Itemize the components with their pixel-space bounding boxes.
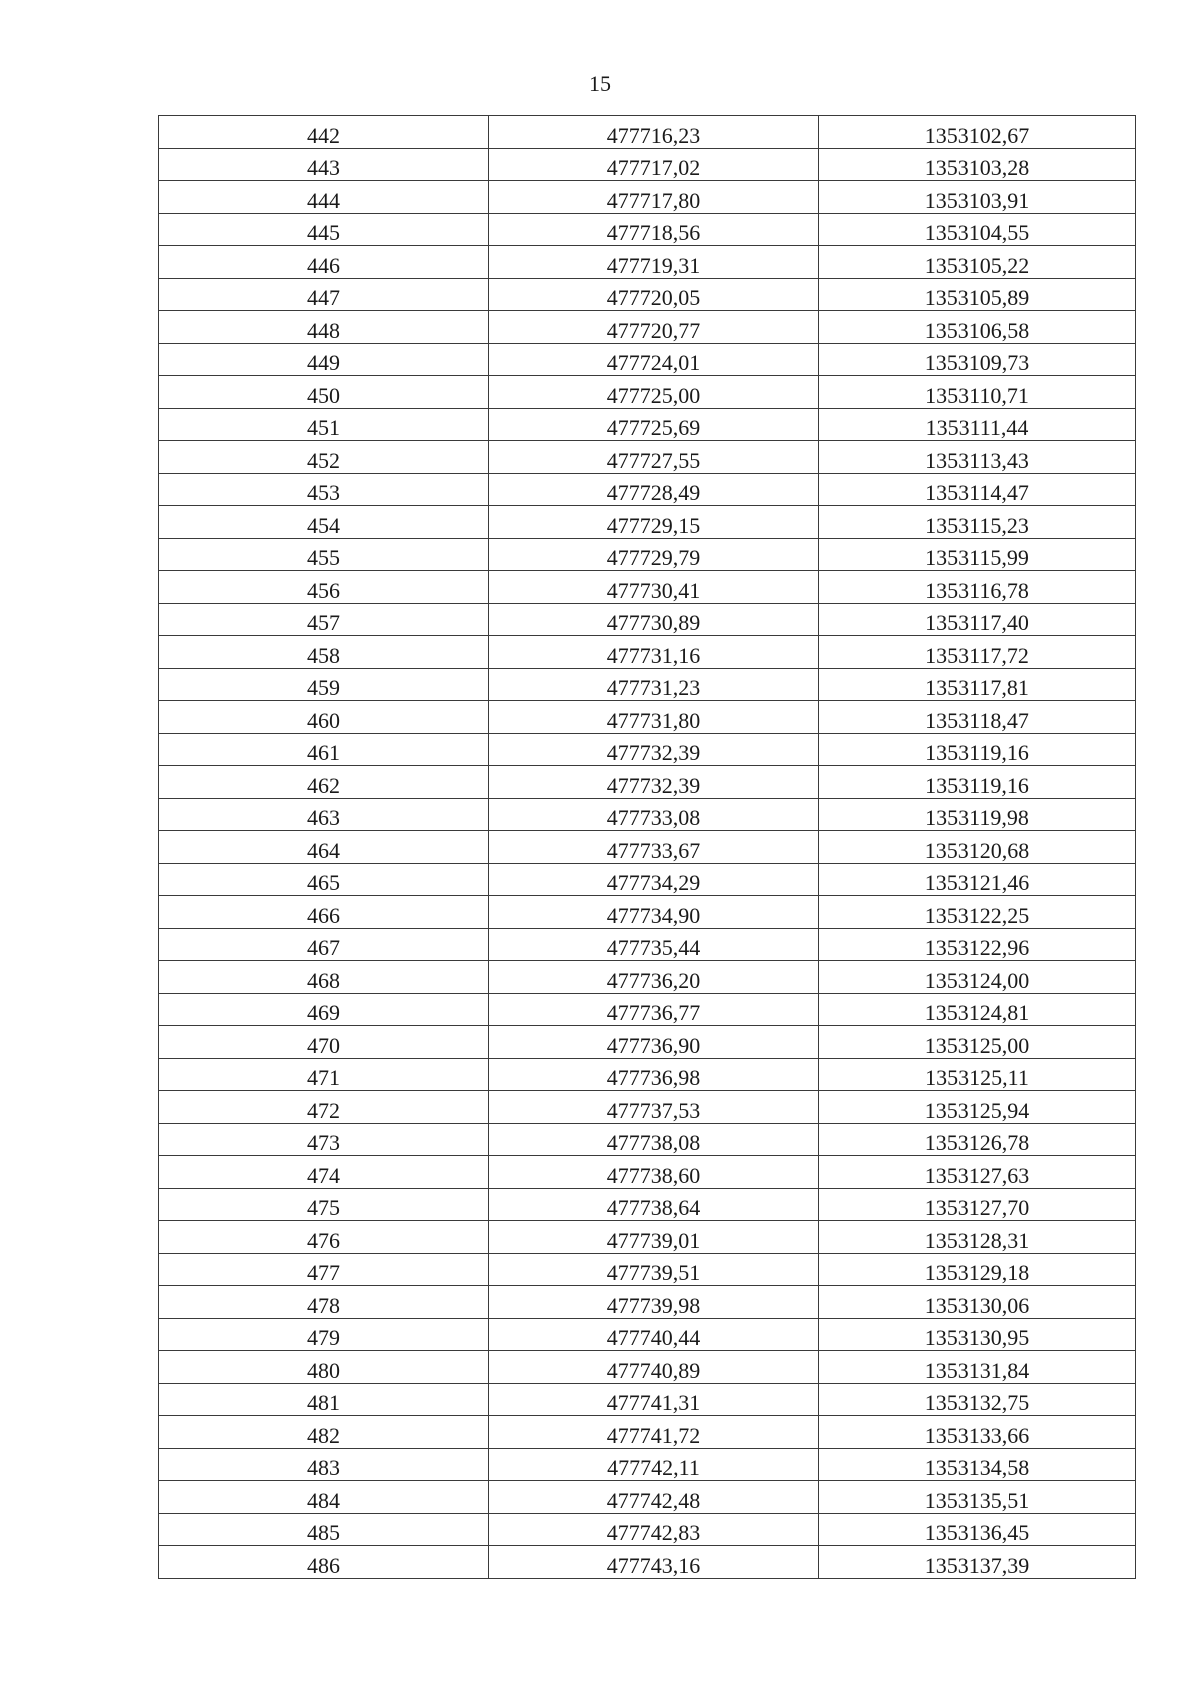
point-number-cell: 465 <box>159 863 489 896</box>
y-coordinate-cell: 1353116,78 <box>819 571 1136 604</box>
y-coordinate-cell: 1353111,44 <box>819 408 1136 441</box>
y-coordinate-cell: 1353122,96 <box>819 928 1136 961</box>
y-coordinate-cell: 1353103,28 <box>819 148 1136 181</box>
x-coordinate-cell: 477732,39 <box>489 733 819 766</box>
y-coordinate-cell: 1353119,16 <box>819 766 1136 799</box>
y-coordinate-cell: 1353119,16 <box>819 733 1136 766</box>
x-coordinate-cell: 477736,90 <box>489 1026 819 1059</box>
y-coordinate-cell: 1353133,66 <box>819 1416 1136 1449</box>
table-row <box>159 311 1136 344</box>
table-row <box>159 506 1136 539</box>
point-number-cell: 444 <box>159 181 489 214</box>
x-coordinate-cell: 477736,20 <box>489 961 819 994</box>
point-number-cell: 470 <box>159 1026 489 1059</box>
table-row <box>159 1253 1136 1286</box>
table-row <box>159 1123 1136 1156</box>
x-coordinate-cell: 477730,89 <box>489 603 819 636</box>
table-row <box>159 701 1136 734</box>
y-coordinate-cell: 1353121,46 <box>819 863 1136 896</box>
table-row <box>159 1448 1136 1481</box>
point-number-cell: 456 <box>159 571 489 604</box>
x-coordinate-cell: 477720,77 <box>489 311 819 344</box>
x-coordinate-cell: 477731,23 <box>489 668 819 701</box>
x-coordinate-cell: 477733,08 <box>489 798 819 831</box>
point-number-cell: 458 <box>159 636 489 669</box>
table-row <box>159 798 1136 831</box>
y-coordinate-cell: 1353102,67 <box>819 116 1136 149</box>
point-number-cell: 475 <box>159 1188 489 1221</box>
point-number-cell: 486 <box>159 1546 489 1579</box>
point-number-cell: 448 <box>159 311 489 344</box>
point-number-cell: 443 <box>159 148 489 181</box>
x-coordinate-cell: 477740,44 <box>489 1318 819 1351</box>
point-number-cell: 445 <box>159 213 489 246</box>
y-coordinate-cell: 1353105,89 <box>819 278 1136 311</box>
x-coordinate-cell: 477728,49 <box>489 473 819 506</box>
x-coordinate-cell: 477742,11 <box>489 1448 819 1481</box>
x-coordinate-cell: 477725,69 <box>489 408 819 441</box>
y-coordinate-cell: 1353130,06 <box>819 1286 1136 1319</box>
point-number-cell: 483 <box>159 1448 489 1481</box>
point-number-cell: 482 <box>159 1416 489 1449</box>
table-row <box>159 1513 1136 1546</box>
x-coordinate-cell: 477738,08 <box>489 1123 819 1156</box>
table-row <box>159 961 1136 994</box>
table-row <box>159 246 1136 279</box>
y-coordinate-cell: 1353106,58 <box>819 311 1136 344</box>
y-coordinate-cell: 1353131,84 <box>819 1351 1136 1384</box>
x-coordinate-cell: 477731,80 <box>489 701 819 734</box>
y-coordinate-cell: 1353124,00 <box>819 961 1136 994</box>
point-number-cell: 466 <box>159 896 489 929</box>
point-number-cell: 469 <box>159 993 489 1026</box>
point-number-cell: 481 <box>159 1383 489 1416</box>
point-number-cell: 464 <box>159 831 489 864</box>
table-row <box>159 278 1136 311</box>
table-row <box>159 1058 1136 1091</box>
y-coordinate-cell: 1353130,95 <box>819 1318 1136 1351</box>
point-number-cell: 451 <box>159 408 489 441</box>
x-coordinate-cell: 477739,51 <box>489 1253 819 1286</box>
point-number-cell: 457 <box>159 603 489 636</box>
x-coordinate-cell: 477741,31 <box>489 1383 819 1416</box>
x-coordinate-cell: 477730,41 <box>489 571 819 604</box>
y-coordinate-cell: 1353125,00 <box>819 1026 1136 1059</box>
y-coordinate-cell: 1353128,31 <box>819 1221 1136 1254</box>
y-coordinate-cell: 1353109,73 <box>819 343 1136 376</box>
y-coordinate-cell: 1353110,71 <box>819 376 1136 409</box>
y-coordinate-cell: 1353137,39 <box>819 1546 1136 1579</box>
y-coordinate-cell: 1353103,91 <box>819 181 1136 214</box>
x-coordinate-cell: 477739,01 <box>489 1221 819 1254</box>
point-number-cell: 467 <box>159 928 489 961</box>
x-coordinate-cell: 477743,16 <box>489 1546 819 1579</box>
point-number-cell: 453 <box>159 473 489 506</box>
x-coordinate-cell: 477735,44 <box>489 928 819 961</box>
table-row <box>159 603 1136 636</box>
x-coordinate-cell: 477740,89 <box>489 1351 819 1384</box>
point-number-cell: 447 <box>159 278 489 311</box>
table-row <box>159 896 1136 929</box>
table-row <box>159 1188 1136 1221</box>
point-number-cell: 449 <box>159 343 489 376</box>
x-coordinate-cell: 477736,98 <box>489 1058 819 1091</box>
x-coordinate-cell: 477718,56 <box>489 213 819 246</box>
table-row <box>159 1351 1136 1384</box>
x-coordinate-cell: 477731,16 <box>489 636 819 669</box>
point-number-cell: 472 <box>159 1091 489 1124</box>
table-row <box>159 928 1136 961</box>
point-number-cell: 460 <box>159 701 489 734</box>
table-row <box>159 766 1136 799</box>
table-row <box>159 831 1136 864</box>
table-row <box>159 538 1136 571</box>
x-coordinate-cell: 477729,79 <box>489 538 819 571</box>
y-coordinate-cell: 1353117,72 <box>819 636 1136 669</box>
coordinates-table-body <box>159 116 1136 1579</box>
table-row <box>159 473 1136 506</box>
table-row <box>159 1026 1136 1059</box>
table-row <box>159 116 1136 149</box>
coordinates-table <box>158 115 1136 1579</box>
point-number-cell: 479 <box>159 1318 489 1351</box>
x-coordinate-cell: 477727,55 <box>489 441 819 474</box>
x-coordinate-cell: 477738,64 <box>489 1188 819 1221</box>
table-row <box>159 863 1136 896</box>
x-coordinate-cell: 477717,80 <box>489 181 819 214</box>
point-number-cell: 461 <box>159 733 489 766</box>
table-row <box>159 213 1136 246</box>
y-coordinate-cell: 1353125,11 <box>819 1058 1136 1091</box>
point-number-cell: 468 <box>159 961 489 994</box>
y-coordinate-cell: 1353127,63 <box>819 1156 1136 1189</box>
y-coordinate-cell: 1353125,94 <box>819 1091 1136 1124</box>
x-coordinate-cell: 477733,67 <box>489 831 819 864</box>
table-row <box>159 148 1136 181</box>
y-coordinate-cell: 1353126,78 <box>819 1123 1136 1156</box>
table-row <box>159 408 1136 441</box>
table-row <box>159 571 1136 604</box>
x-coordinate-cell: 477742,48 <box>489 1481 819 1514</box>
table-row <box>159 1091 1136 1124</box>
table-row <box>159 343 1136 376</box>
y-coordinate-cell: 1353115,23 <box>819 506 1136 539</box>
table-row <box>159 1546 1136 1579</box>
y-coordinate-cell: 1353119,98 <box>819 798 1136 831</box>
x-coordinate-cell: 477737,53 <box>489 1091 819 1124</box>
table-row <box>159 181 1136 214</box>
point-number-cell: 454 <box>159 506 489 539</box>
table-row <box>159 1318 1136 1351</box>
y-coordinate-cell: 1353136,45 <box>819 1513 1136 1546</box>
y-coordinate-cell: 1353117,81 <box>819 668 1136 701</box>
x-coordinate-cell: 477742,83 <box>489 1513 819 1546</box>
x-coordinate-cell: 477739,98 <box>489 1286 819 1319</box>
point-number-cell: 459 <box>159 668 489 701</box>
table-row <box>159 1221 1136 1254</box>
x-coordinate-cell: 477736,77 <box>489 993 819 1026</box>
y-coordinate-cell: 1353124,81 <box>819 993 1136 1026</box>
x-coordinate-cell: 477719,31 <box>489 246 819 279</box>
x-coordinate-cell: 477734,29 <box>489 863 819 896</box>
table-row <box>159 1416 1136 1449</box>
table-row <box>159 993 1136 1026</box>
table-row <box>159 1286 1136 1319</box>
x-coordinate-cell: 477725,00 <box>489 376 819 409</box>
x-coordinate-cell: 477741,72 <box>489 1416 819 1449</box>
x-coordinate-cell: 477720,05 <box>489 278 819 311</box>
y-coordinate-cell: 1353135,51 <box>819 1481 1136 1514</box>
page-number: 15 <box>589 71 611 96</box>
point-number-cell: 455 <box>159 538 489 571</box>
point-number-cell: 462 <box>159 766 489 799</box>
point-number-cell: 446 <box>159 246 489 279</box>
point-number-cell: 463 <box>159 798 489 831</box>
table-row <box>159 1481 1136 1514</box>
point-number-cell: 474 <box>159 1156 489 1189</box>
x-coordinate-cell: 477724,01 <box>489 343 819 376</box>
table-row <box>159 636 1136 669</box>
table-row <box>159 376 1136 409</box>
x-coordinate-cell: 477732,39 <box>489 766 819 799</box>
point-number-cell: 477 <box>159 1253 489 1286</box>
table-row <box>159 733 1136 766</box>
x-coordinate-cell: 477734,90 <box>489 896 819 929</box>
point-number-cell: 452 <box>159 441 489 474</box>
x-coordinate-cell: 477717,02 <box>489 148 819 181</box>
y-coordinate-cell: 1353117,40 <box>819 603 1136 636</box>
x-coordinate-cell: 477738,60 <box>489 1156 819 1189</box>
y-coordinate-cell: 1353120,68 <box>819 831 1136 864</box>
point-number-cell: 478 <box>159 1286 489 1319</box>
point-number-cell: 450 <box>159 376 489 409</box>
y-coordinate-cell: 1353129,18 <box>819 1253 1136 1286</box>
point-number-cell: 484 <box>159 1481 489 1514</box>
point-number-cell: 485 <box>159 1513 489 1546</box>
x-coordinate-cell: 477729,15 <box>489 506 819 539</box>
y-coordinate-cell: 1353118,47 <box>819 701 1136 734</box>
y-coordinate-cell: 1353115,99 <box>819 538 1136 571</box>
point-number-cell: 471 <box>159 1058 489 1091</box>
table-row <box>159 1383 1136 1416</box>
point-number-cell: 442 <box>159 116 489 149</box>
y-coordinate-cell: 1353132,75 <box>819 1383 1136 1416</box>
y-coordinate-cell: 1353127,70 <box>819 1188 1136 1221</box>
x-coordinate-cell: 477716,23 <box>489 116 819 149</box>
point-number-cell: 476 <box>159 1221 489 1254</box>
point-number-cell: 473 <box>159 1123 489 1156</box>
table-row <box>159 668 1136 701</box>
table-row <box>159 441 1136 474</box>
y-coordinate-cell: 1353134,58 <box>819 1448 1136 1481</box>
point-number-cell: 480 <box>159 1351 489 1384</box>
y-coordinate-cell: 1353105,22 <box>819 246 1136 279</box>
y-coordinate-cell: 1353104,55 <box>819 213 1136 246</box>
table-row <box>159 1156 1136 1189</box>
y-coordinate-cell: 1353122,25 <box>819 896 1136 929</box>
y-coordinate-cell: 1353113,43 <box>819 441 1136 474</box>
y-coordinate-cell: 1353114,47 <box>819 473 1136 506</box>
